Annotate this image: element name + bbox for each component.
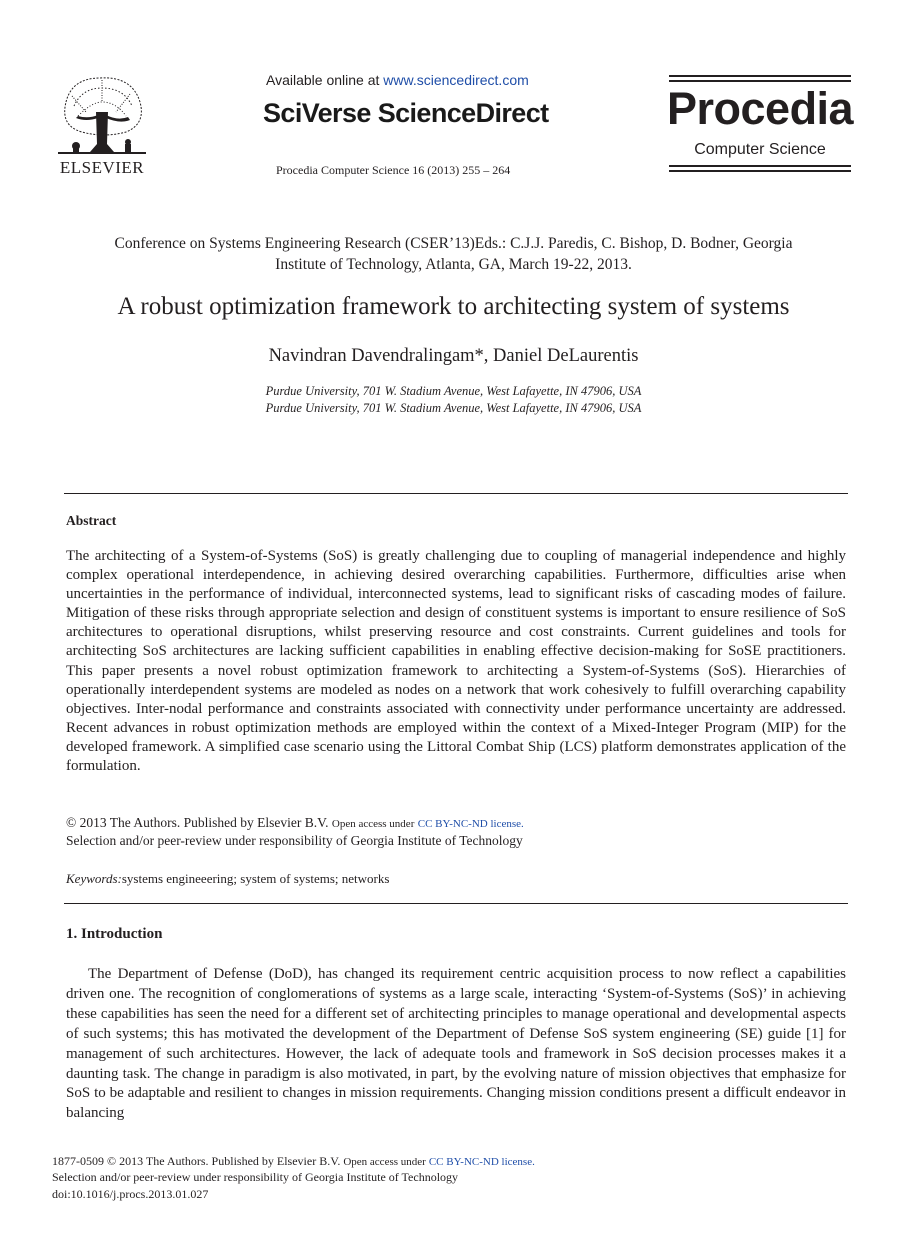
available-online-prefix: Available online at [266, 72, 384, 88]
abstract-bottom-rule [64, 903, 848, 904]
keywords-label: Keywords: [66, 871, 122, 886]
conference-info [60, 233, 847, 275]
procedia-top-rule [669, 75, 851, 77]
footer-selection-note: Selection and/or peer-review under responsibility of Georgia Institute of Technology [52, 1170, 459, 1184]
procedia-top-rule-2 [669, 80, 851, 82]
abstract-copyright-text: © 2013 The Authors. Published by Elsevier B.V. [66, 815, 329, 830]
footer-doi: doi:10.1016/j.procs.2013.01.027 [52, 1187, 209, 1201]
conference-line-2: Institute of Technology, Atlanta, GA, March 19-22, 2013. [275, 256, 632, 273]
keywords-line [66, 871, 389, 887]
conference-line-1: Conference on Systems Engineering Research (CSER’13)Eds.: C.J.J. Paredis, C. Bishop, D. Bodner, Georgia [114, 235, 793, 252]
abstract-heading: Abstract [66, 513, 117, 528]
abstract-open-access-text: Open access under [331, 818, 415, 830]
sciencedirect-link[interactable]: www.sciencedirect.com [383, 72, 529, 88]
introduction-body: The Department of Defense (DoD), has changed its requirement centric acquisition process to now reflect a capabilities driven one. The recognition of conglomerations of systems as a large scale, interacting ‘System-of-Systems (SoS)’ in achieving these capabilities has seen the need for a different set of architecting principles to manage operational and developmental aspects of such systems; this has motivated the development of the Department of Defense SoS system engineering (SE) guide [1] for management of such architectures. However, the lack of adequate tools and framework in SoS decision processes makes it a daunting task. The change in paradigm is also motivated, in part, by the evolving nature of mission objectives that emphasize for SoS to be adaptable and resilient to changes in mission requirements. Changing mission conditions present a difficult endeavor in balancing [66, 966, 846, 1122]
footer-copyright-text: 1877-0509 © 2013 The Authors. Published by Elsevier B.V. [52, 1154, 341, 1168]
abstract-selection-note: Selection and/or peer-review under responsibility of Georgia Institute of Technology [66, 833, 523, 848]
introduction-heading: 1. Introduction [66, 926, 163, 942]
procedia-bottom-rule-2 [669, 170, 851, 172]
footer-license-link[interactable]: CC BY-NC-ND license. [428, 1156, 535, 1168]
affiliation-1: Purdue University, 701 W. Stadium Avenue, West Lafayette, IN 47906, USA [265, 384, 642, 398]
keywords-list: systems engineeering; system of systems; networks [121, 871, 390, 886]
procedia-bottom-rule [669, 165, 851, 167]
paper-authors: Navindran Davendralingam*, Daniel DeLaurentis [268, 346, 639, 366]
journal-reference: Procedia Computer Science 16 (2013) 255 – 264 [276, 163, 511, 177]
procedia-logo-subtitle: Computer Science [694, 141, 826, 158]
paper-title: A robust optimization framework to architecting system of systems [117, 293, 790, 320]
abstract-copyright [66, 815, 524, 831]
abstract-body: The architecting of a System-of-Systems (SoS) is greatly challenging due to coupling of managerial independence and highly complex operational interdependence, in achieving desired overarching capabilities. Furthermore, difficulties arise when uncertainties in the performance of individual, interconnected systems, lead to significant risks of cascading modes of failure. Mitigation of these risks through appropriate selection and design of constituent systems is important to ensure resilience of SoS architectures to operational disruptions, whilst preserving resource and cost constraints. Current guidelines and tools for architecting SoS architectures are lacking sufficient capabilities in enabling effective decision-making for SoSE practitioners. This paper presents a novel robust optimization framework to architecting a System-of-Systems (SoS). Hierarchies of operationally interdependent systems are modeled as nodes on a network that work cohesively to fulfill overarching capability objectives. Inter-nodal performance and constraints associated with connectivity under performance uncertainty are addressed. Recent advances in robust optimization methods are employed within the context of a Mixed-Integer Program (MIP) for the developed framework. A simplified case scenario using the Littoral Combat Ship (LCS) platform demonstrates application of the formulation. [66, 548, 846, 775]
footer-copyright [52, 1154, 535, 1169]
abstract-license-link[interactable]: CC BY-NC-ND license. [417, 818, 524, 830]
procedia-logo-title: Procedia [667, 83, 854, 134]
elsevier-tree-icon [52, 72, 152, 158]
elsevier-wordmark: ELSEVIER [59, 158, 145, 177]
available-online-line [266, 72, 529, 88]
elsevier-logo [52, 72, 152, 178]
affiliation-2: Purdue University, 701 W. Stadium Avenue, West Lafayette, IN 47906, USA [265, 401, 642, 415]
sciverse-sciencedirect-logo: SciVerse ScienceDirect [263, 98, 549, 128]
abstract-top-rule [64, 493, 848, 494]
footer-open-access-text: Open access under [343, 1156, 426, 1168]
